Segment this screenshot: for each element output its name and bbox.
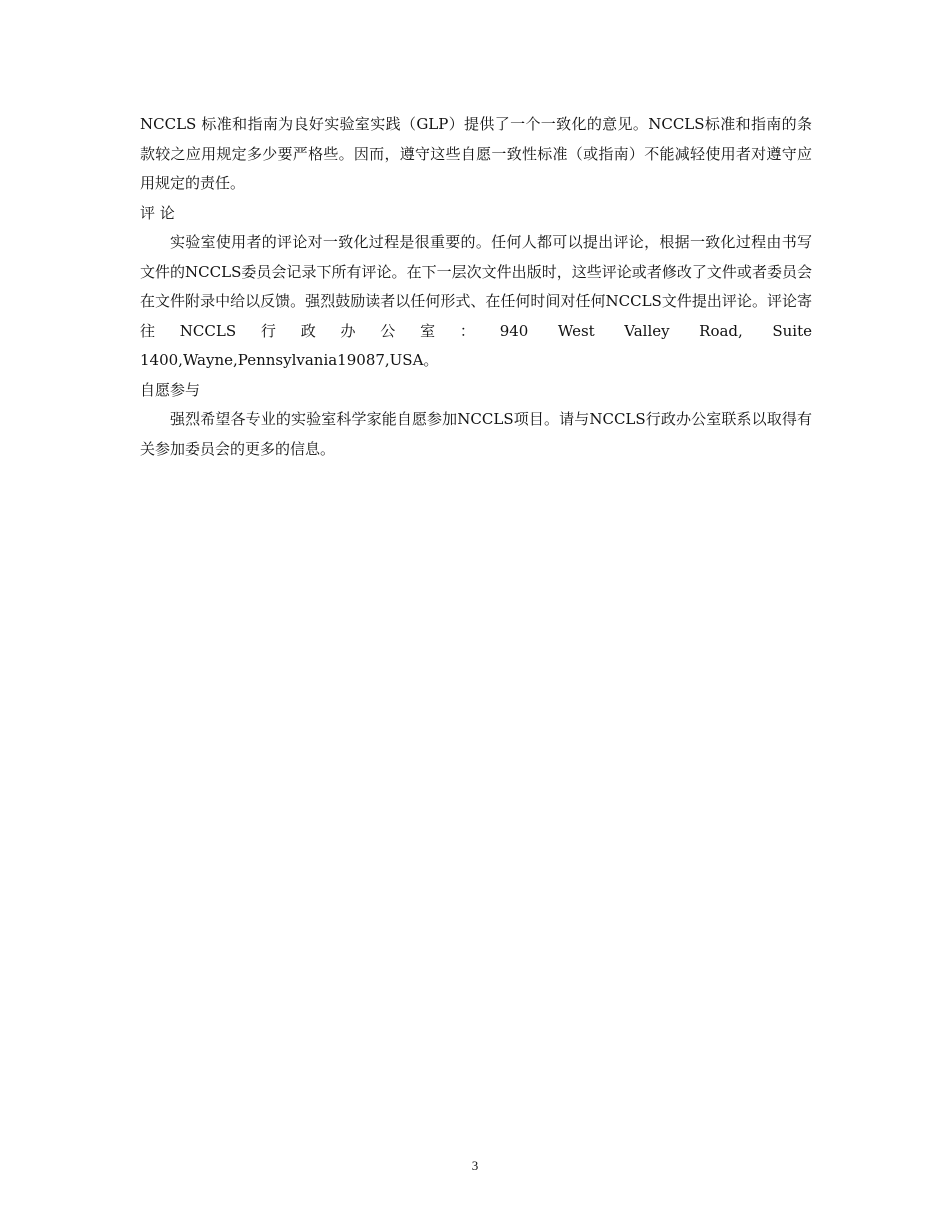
volunteer-heading: 自愿参与 xyxy=(140,380,201,399)
document-body xyxy=(140,110,812,464)
comments-heading: 评 论 xyxy=(140,203,175,222)
intro-paragraph: NCCLS 标准和指南为良好实验室实践（GLP）提供了一个一致化的意见。NCCLS标准和指南的条款较之应用规定多少要严格些。因而，遵守这些自愿一致性标准（或指南）不能减轻使用者对遵守应用规定的责任。 xyxy=(140,115,812,192)
comments-paragraph: 实验室使用者的评论对一致化过程是很重要的。任何人都可以提出评论，根据一致化过程由书写文件的NCCLS委员会记录下所有评论。在下一层次文件出版时，这些评论或者修改了文件或者委员会在文件附录中给以反馈。强烈鼓励读者以任何形式、在任何时间对任何NCCLS文件提出评论。评论寄往NCCLS行政办公室：940 West Valley Road, Suite 1400,Wayne,Pennsylvania19087,USA。 xyxy=(140,233,812,369)
volunteer-paragraph: 强烈希望各专业的实验室科学家能自愿参加NCCLS项目。请与NCCLS行政办公室联系以取得有关参加委员会的更多的信息。 xyxy=(140,410,812,458)
page-number: 3 xyxy=(471,1158,479,1173)
